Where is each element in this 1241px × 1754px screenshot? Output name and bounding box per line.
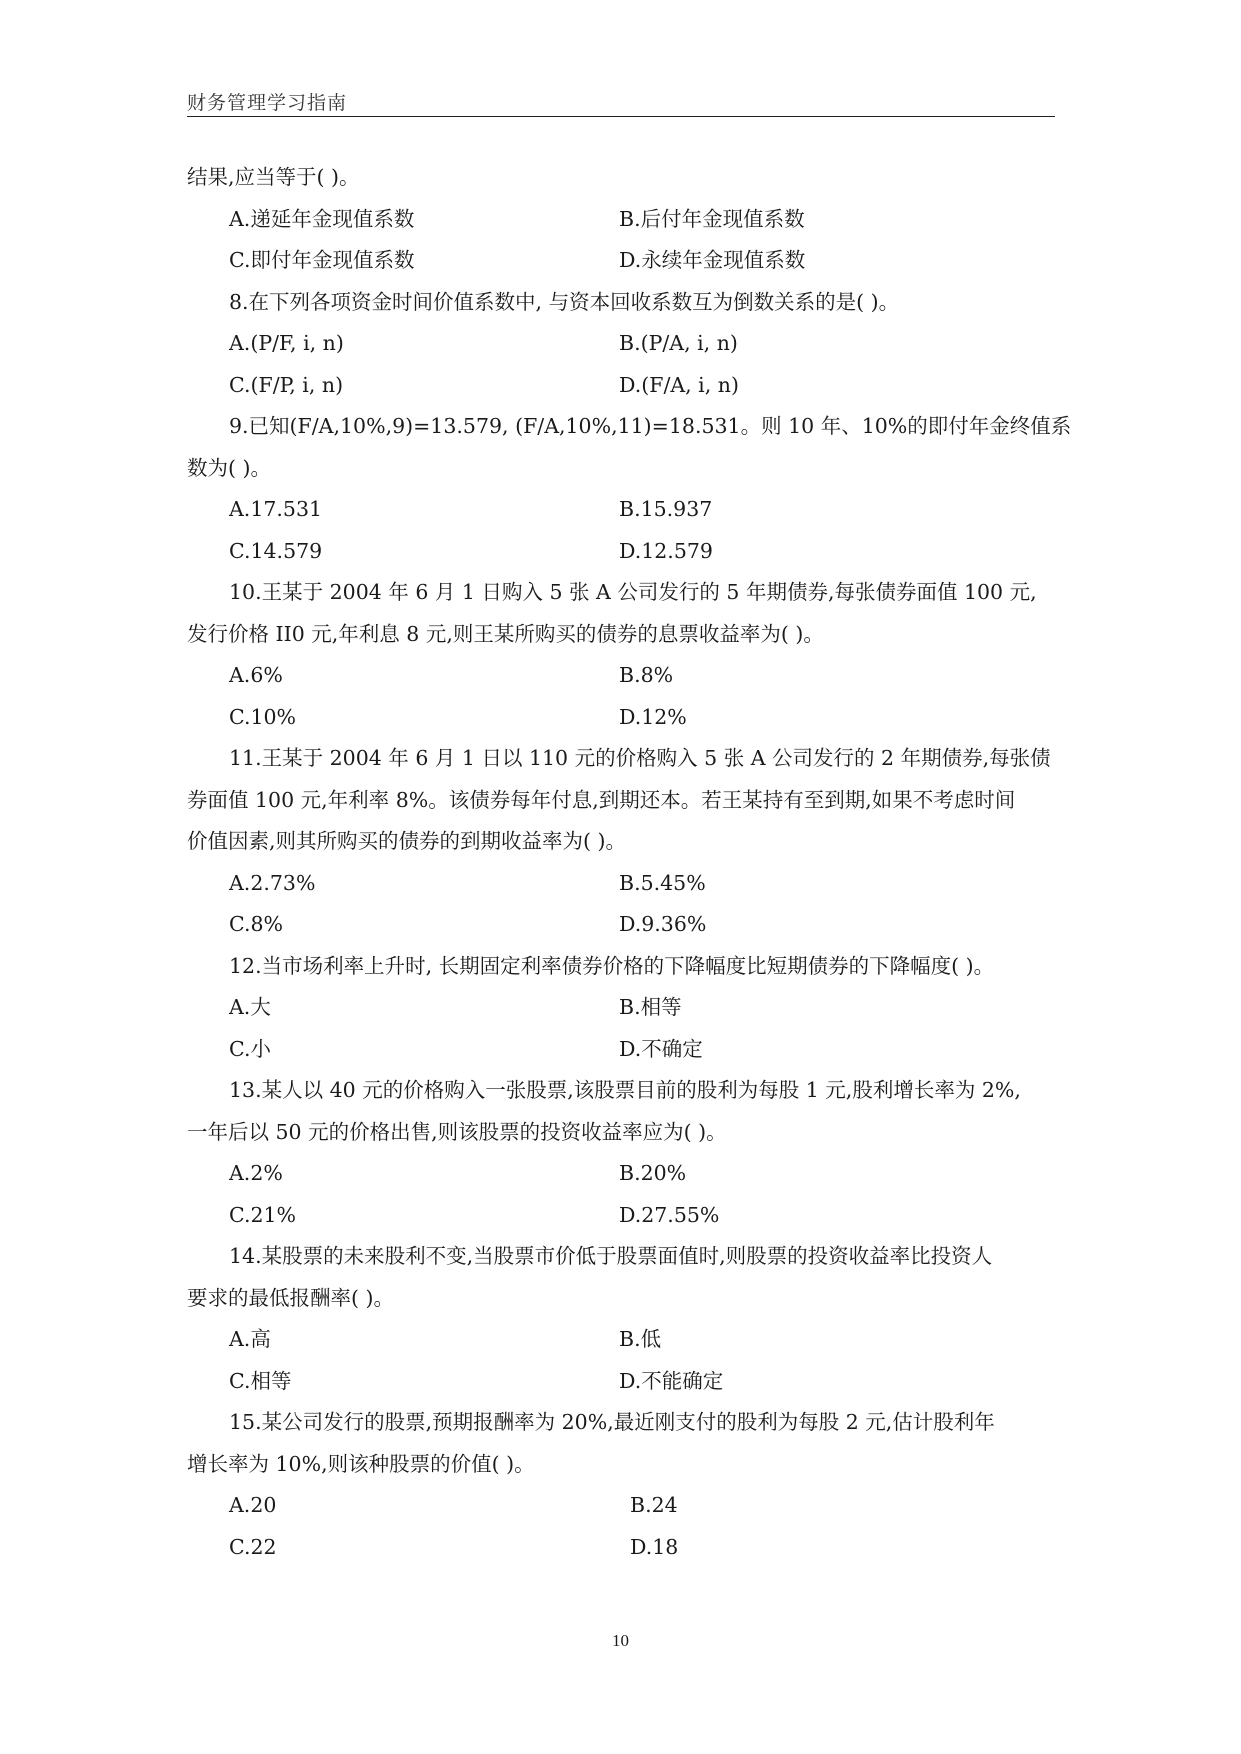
text-line: 增长率为 10%,则该种股票的价值( )。 [187, 1451, 535, 1476]
text-line: 价值因素,则其所购买的债券的到期收益率为( )。 [187, 829, 627, 853]
option-right: D.不确定 [619, 1036, 703, 1061]
option-left: A.高 [229, 1327, 271, 1351]
option-row [187, 489, 1087, 531]
option-row [187, 863, 1087, 905]
text-line: 14.某股票的未来股利不变,当股票市价低于股票面值时,则股票的投资收益率比投资人 [229, 1244, 993, 1268]
option-row [187, 1319, 1087, 1361]
option-row [187, 1029, 1087, 1071]
option-right: D.18 [630, 1534, 679, 1559]
page-number: 10 [612, 1631, 629, 1650]
option-right: B.15.937 [619, 497, 713, 521]
text-line: 数为( )。 [187, 455, 272, 480]
text-line: 11.王某于 2004 年 6 月 1 日以 110 元的价格购入 5 张 A 公司发行的 2 年期债券,每张债 [229, 746, 1051, 770]
text-line: 结果,应当等于( )。 [187, 165, 360, 189]
option-row [187, 365, 1087, 407]
option-right: D.12% [619, 704, 687, 729]
option-left: C.10% [229, 704, 297, 729]
option-left: C.14.579 [229, 538, 323, 563]
text-line: 9.已知(F/A,10%,9)=13.579, (F/A,10%,11)=18.531。则 10 年、10%的即付年金终值系 [229, 414, 1072, 438]
text-line: 一年后以 50 元的价格出售,则该股票的投资收益率应为( )。 [187, 1119, 727, 1144]
option-row [187, 1153, 1087, 1195]
option-right: B.相等 [619, 995, 682, 1019]
option-left: A.2.73% [229, 870, 316, 895]
option-right: B.20% [619, 1161, 687, 1185]
option-left: A.6% [229, 663, 283, 687]
option-row [187, 655, 1087, 697]
option-row [187, 240, 1087, 282]
option-right: D.(F/A, i, n) [619, 372, 739, 397]
text-line: 发行价格 II0 元,年利息 8 元,则王某所购买的债券的息票收益率为( )。 [187, 621, 824, 646]
option-left: C.相等 [229, 1368, 292, 1393]
option-row [187, 987, 1087, 1029]
option-left: A.2% [229, 1161, 283, 1185]
option-row [187, 1361, 1087, 1403]
option-right: D.不能确定 [619, 1368, 724, 1393]
option-right: D.27.55% [619, 1202, 720, 1227]
option-left: C.小 [229, 1036, 271, 1061]
option-left: A.递延年金现值系数 [229, 206, 415, 231]
page-header [187, 88, 1055, 117]
text-line: 要求的最低报酬率( )。 [187, 1285, 395, 1310]
option-right: B.(P/A, i, n) [619, 331, 738, 355]
option-row [187, 904, 1087, 946]
option-right: B.24 [630, 1493, 678, 1517]
text-line: 12.当市场利率上升时, 长期固定利率债券价格的下降幅度比短期债券的下降幅度( )。 [229, 953, 995, 978]
question-content [187, 157, 1087, 1568]
text-line: 8.在下列各项资金时间价值系数中, 与资本回收系数互为倒数关系的是( )。 [229, 289, 900, 314]
option-row [187, 1527, 1087, 1569]
option-left: C.(F/P, i, n) [229, 372, 344, 397]
option-right: B.5.45% [619, 870, 706, 895]
option-row [187, 1195, 1087, 1237]
header-title: 财务管理学习指南 [187, 92, 348, 114]
option-row [187, 323, 1087, 365]
option-right: D.9.36% [619, 912, 707, 936]
text-line: 券面值 100 元,年利率 8%。该债券每年付息,到期还本。若王某持有至到期,如果不考虑时间 [187, 787, 1016, 812]
option-left: A.20 [229, 1493, 277, 1517]
text-line: 15.某公司发行的股票,预期报酬率为 20%,最近刚支付的股利为每股 2 元,估计股利年 [229, 1410, 995, 1434]
option-right: B.8% [619, 663, 674, 687]
option-left: A.(P/F, i, n) [229, 331, 344, 355]
option-row [187, 697, 1087, 739]
option-row [187, 531, 1087, 573]
option-left: A.大 [229, 995, 271, 1019]
option-right: D.永续年金现值系数 [619, 248, 806, 272]
text-line: 13.某人以 40 元的价格购入一张股票,该股票目前的股利为每股 1 元,股利增长率为 2%, [229, 1078, 1021, 1102]
option-row [187, 1485, 1087, 1527]
text-line: 10.王某于 2004 年 6 月 1 日购入 5 张 A 公司发行的 5 年期债券,每张债券面值 100 元, [229, 580, 1037, 604]
option-row [187, 199, 1087, 241]
option-right: D.12.579 [619, 538, 713, 563]
option-left: C.8% [229, 912, 283, 936]
option-left: C.22 [229, 1534, 277, 1559]
option-left: C.即付年金现值系数 [229, 248, 415, 272]
option-left: C.21% [229, 1202, 297, 1227]
option-right: B.后付年金现值系数 [619, 206, 805, 231]
option-left: A.17.531 [229, 497, 323, 521]
option-right: B.低 [619, 1327, 662, 1351]
